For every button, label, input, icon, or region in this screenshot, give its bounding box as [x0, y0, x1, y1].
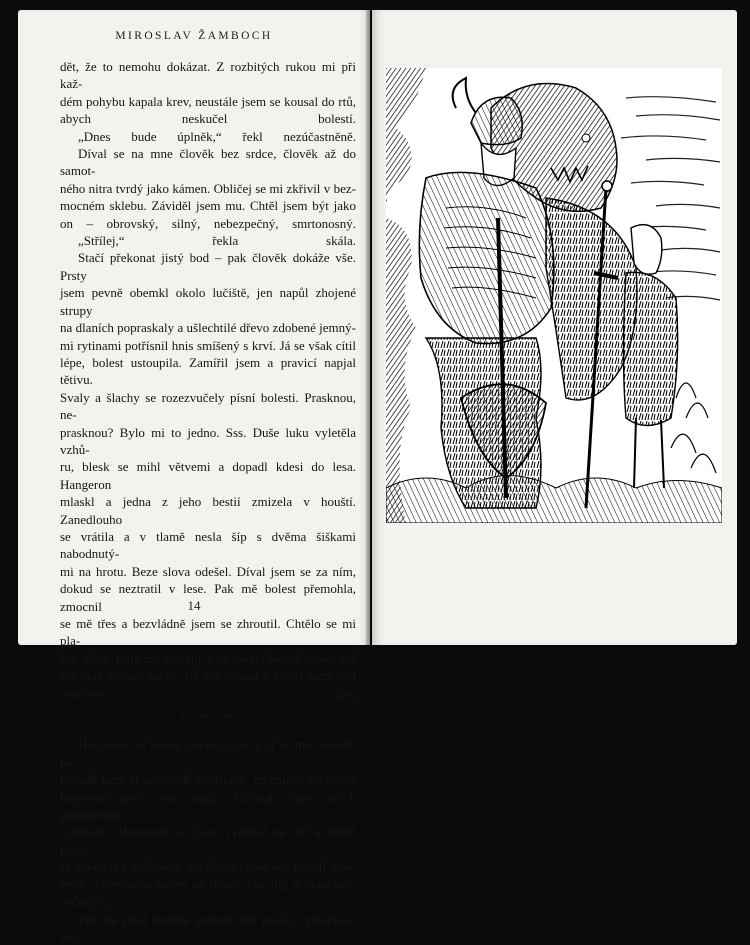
text-line: bojovník proti celé osadě. Chystali jsme se k přezimování	[60, 789, 356, 824]
text-line: se mě třes a bezvládně jsem se zhroutil. Chtělo se mi pla-	[60, 615, 356, 650]
text-line: dém pohybu kapala krev, neustále jsem se kousal do rtů,	[60, 93, 356, 110]
section-separator: * * *	[60, 709, 356, 726]
text-line: Hangeron se mstou nepospíchal a já se mu nedivil, po-	[60, 736, 356, 771]
text-line: Pár dní před prvním sněhem mě poslal vystopovat vel-	[60, 911, 356, 945]
text-line: Stačí překonat jistý bod – pak člověk dokáže vše. Prsty	[60, 249, 356, 284]
text-line: dokud se neztratil v lese. Pak mě bolest přemohla, zmocnil	[60, 580, 356, 615]
text-line: na dlaních popraskaly a ušlechtilé dřevo zdobené jemný-	[60, 319, 356, 336]
text-line: ru, blesk se mihl větvemi a dopadl kdesi do lesa. Hangeron	[60, 458, 356, 493]
text-line: abych neskučel bolestí.	[60, 110, 356, 127]
body-text	[60, 58, 356, 945]
text-line: Díval se na mne člověk bez srdce, člověk až do samot-	[60, 145, 356, 180]
spacer	[60, 729, 356, 736]
text-line: v horách. Hangeron se často vydával na lov a téměř nikdy	[60, 823, 356, 858]
spacer	[60, 702, 356, 709]
text-line: oči však zůstaly suché. Už jen jednou v životě jsem měl	[60, 667, 356, 684]
text-line: „Střílej,“ řekla skála.	[60, 232, 356, 249]
text-line: dět, že to nemohu dokázat. Z rozbitých rukou mi při kaž-	[60, 58, 356, 93]
text-line: mocném sklebu. Záviděl jsem mu. Chtěl jsem být jako	[60, 197, 356, 214]
text-line: on – obrovský, silný, nebezpečný, smrtonosný.	[60, 215, 356, 232]
text-line: vený, s čerstvými šrámy na zbroji. Lov lidí je nejnebez-	[60, 876, 356, 893]
running-head-author: MIROSLAV ŽAMBOCH	[18, 30, 370, 42]
warrior-with-wolf-and-child-illustration	[386, 68, 722, 523]
text-line: mlaskl a jedna z jeho bestií zmizela v houští. Zanedlouho	[60, 493, 356, 528]
left-book-page	[18, 10, 370, 645]
text-line: něvadž jsem si nedovedl představit, co zmůže sebelepší	[60, 771, 356, 788]
text-line: prolévat slzy.	[60, 685, 356, 702]
text-line: „Dnes bude úplněk,“ řekl nezúčastněně.	[60, 128, 356, 145]
text-line: prasknou? Bylo mi to jedno. Sss. Duše luku vyletěla vzhů-	[60, 424, 356, 459]
text-line: se nevracel s prázdnou. Jen občas přišel bez kořisti, una-	[60, 858, 356, 875]
text-line: jsem pevně obemkl okolo lučiště, jen napůl zhojené strupy	[60, 284, 356, 319]
text-line: kat. Tolik, tolik mě to stálo, a on neřekl jediné slovo. Mé	[60, 650, 356, 667]
page-number: 14	[18, 598, 370, 614]
text-line: Svaly a šlachy se rozezvučely písní bolesti. Prasknou, ne-	[60, 389, 356, 424]
text-line: mi rytinami potřísnil hnis smíšený s krví. Já se však cítil	[60, 337, 356, 354]
text-line: pečnější.	[60, 893, 356, 910]
text-line: se vrátila a v tlamě nesla šíp s dvěma šiškami nabodnutý-	[60, 528, 356, 563]
text-line: mi na hrotu. Beze slova odešel. Díval jsem se za ním,	[60, 563, 356, 580]
text-line: ného nitra tvrdý jako kámen. Obličej se mi zkřivil v bez-	[60, 180, 356, 197]
text-line: lépe, bolest ustoupila. Zamířil jsem a pravicí napjal tětivu.	[60, 354, 356, 389]
right-book-page	[372, 10, 737, 645]
